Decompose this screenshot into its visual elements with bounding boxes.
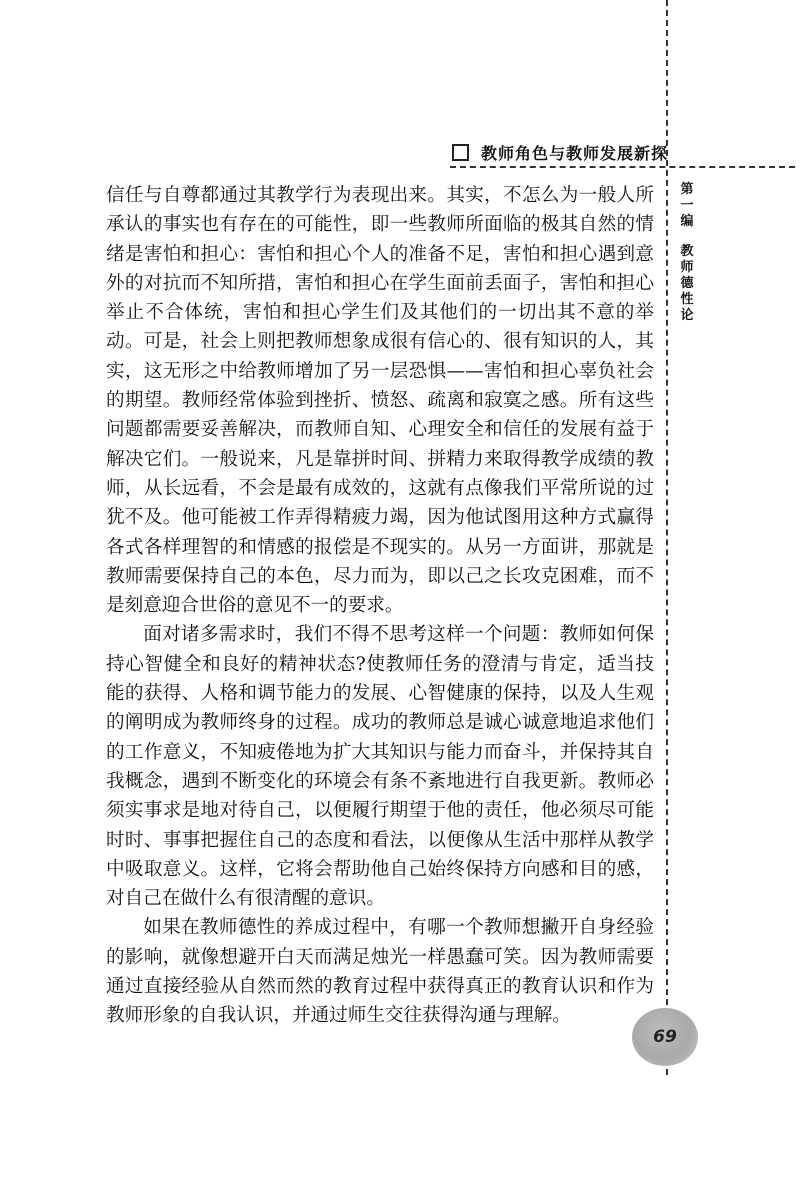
running-header-title: 教师角色与教师发展新探 — [481, 144, 669, 163]
header-dashed-rule — [450, 166, 795, 168]
body-text — [106, 181, 654, 1031]
side-tab-part: 第 一 编 — [680, 182, 694, 229]
square-icon — [452, 144, 469, 161]
page-number-badge — [632, 1008, 698, 1066]
page-number: 69 — [653, 1027, 677, 1047]
side-tab — [676, 182, 698, 324]
paragraph: 信任与自尊都通过其教学行为表现出来。其实，不怎么为一般人所承认的事实也有存在的可能性，即一些教师所面临的极其自然的情绪是害怕和担心：害怕和担心个人的准备不足，害怕和担心遇到意外的对抗而不知所措，害怕和担心在学生面前丢面子，害怕和担心举止不合体统，害怕和担心学生们及其他们的一切出其不意的举动。可是，社会上则把教师想象成很有信心的、很有知识的人，其实，这无形之中给教师增加了另一层恐惧——害怕和担心辜负社会的期望。教师经常体验到挫折、愤怒、疏离和寂寞之感。所有这些问题都需要妥善解决，而教师自知、心理安全和信任的发展有益于解决它们。一般说来，凡是靠拼时间、拼精力来取得教学成绩的教师，从长远看，不会是最有成效的，这就有点像我们平常所说的过犹不及。他可能被工作弄得精疲力竭，因为他试图用这种方式赢得各式各样理智的和情感的报偿是不现实的。从另一方面讲，那就是教师需要保持自己的本色，尽力而为，即以己之长攻克困难，而不是刻意迎合世俗的意见不一的要求。 — [106, 185, 654, 617]
side-tab-section: 教 师 德 性 论 — [680, 244, 694, 323]
paragraph: 如果在教师德性的养成过程中，有哪一个教师想撇开自身经验的影响，就像想避开白天而满足烛光一样愚蠢可笑。因为教师需要通过直接经验从自然而然的教育过程中获得真正的教育认识和作为教师形象的自我认识，并通过师生交往获得沟通与理解。 — [106, 917, 654, 1027]
running-header — [452, 141, 668, 164]
paragraph: 面对诸多需求时，我们不得不思考这样一个问题：教师如何保持心智健全和良好的精神状态?使教师任务的澄清与肯定，适当技能的获得、人格和调节能力的发展、心智健康的保持，以及人生观的阐明成为教师终身的过程。成功的教师总是诚心诚意地追求他们的工作意义，不知疲倦地为扩大其知识与能力而奋斗，并保持其自我概念，遇到不断变化的环境会有条不紊地进行自我更新。教师必须实事求是地对待自己，以便履行期望于他的责任，他必须尽可能时时、事事把握住自己的态度和看法，以便像从生活中那样从教学中吸取意义。这样，它将会帮助他自己始终保持方向感和目的感，对自己在做什么有很清醒的意识。 — [106, 624, 654, 910]
